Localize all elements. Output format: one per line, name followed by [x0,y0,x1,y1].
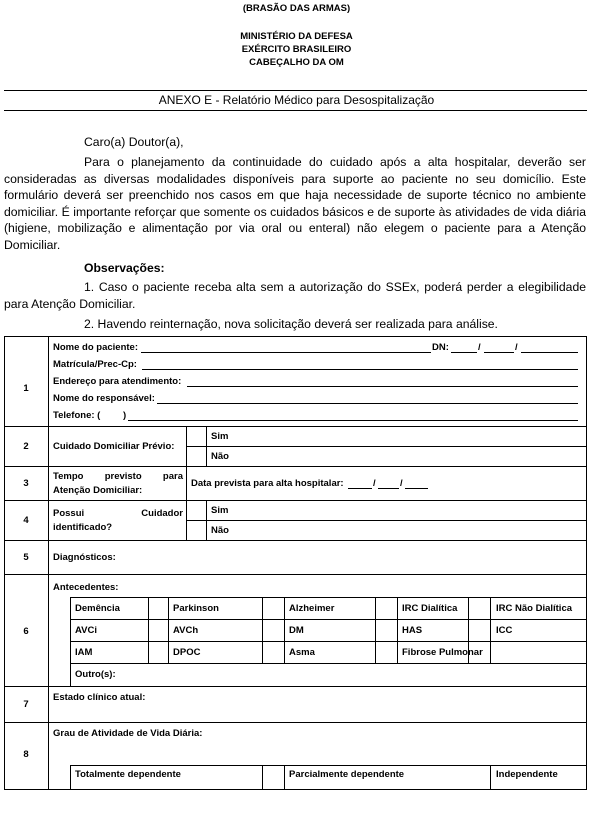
phone-area-close: ) [123,410,127,421]
caregiver-label-line2: identificado? [53,522,113,533]
birth-date-slash-1: / [478,342,481,353]
history-asthma[interactable]: Asma [289,647,315,658]
observation-2: 2. Havendo reinternação, nova solicitação deverá ser realizada para análise. [84,317,498,331]
prior-home-care-yes[interactable]: Sim [211,431,229,442]
expected-time-label-line1: Tempo previsto para [53,471,183,482]
history-irc-dialysis[interactable]: IRC Dialítica [402,603,458,614]
adl-partially-dependent[interactable]: Parcialmente dependente [289,769,405,780]
row-number-2: 2 [23,441,29,452]
clinical-status-label: Estado clínico atual: [53,692,146,703]
adl-totally-dependent[interactable]: Totalmente dependente [75,769,181,780]
observation-1: 1. Caso o paciente receba alta sem a autorização do SSEx, poderá perder a elegibilidade para Atenção Domiciliar. [4,280,586,311]
history-has[interactable]: HAS [402,625,423,636]
om-header: CABEÇALHO DA OM [249,57,344,68]
discharge-year-field[interactable] [405,488,428,489]
address-field[interactable] [187,386,578,387]
prior-home-care-no[interactable]: Não [211,451,229,462]
expected-time-label-line2: Atenção Domiciliar: [53,485,143,496]
history-avch[interactable]: AVCh [173,625,199,636]
intro-paragraph: Para o planejamento da continuidade do cuidado após a alta hospitalar, deverão ser consideradas as diversas modalidades disponíveis para suporte ao paciente no seu domicílio. Este formulário deverá ser preenchido nos casos em que haja necessidade de suporte técnico no ambiente domiciliar. É importante reforçar que somente os cuidados básicos e de suporte às atividades de vida diária (higiene, mobilização e alimentação por via oral ou enteral) não elegem o paciente para a Atenção Domiciliar. [4,155,586,252]
history-avci[interactable]: AVCi [75,625,97,636]
row-number-1: 1 [23,383,29,394]
history-pulmonary-fibrosis[interactable]: Fibrose Pulmonar [402,647,483,658]
registration-label: Matrícula/Prec-Cp: [53,359,137,370]
discharge-day-field[interactable] [348,488,372,489]
discharge-date-label: Data prevista para alta hospitalar: [191,478,344,489]
diagnoses-label: Diagnósticos: [53,552,116,563]
history-label: Antecedentes: [53,582,119,593]
birth-date-slash-2: / [515,342,518,353]
discharge-slash-1: / [373,478,376,489]
history-dementia[interactable]: Demência [75,603,120,614]
row-number-3: 3 [23,478,29,489]
history-alzheimer[interactable]: Alzheimer [289,603,335,614]
birth-date-label: DN: [432,342,449,353]
guardian-label: Nome do responsável: [53,393,155,404]
birth-month-field[interactable] [484,352,514,353]
birth-day-field[interactable] [451,352,477,353]
phone-label: Telefone: ( [53,410,101,421]
history-others-label: Outro(s): [75,669,116,680]
row-number-5: 5 [23,552,29,563]
patient-name-label: Nome do paciente: [53,342,138,353]
row-number-8: 8 [23,749,29,760]
adl-degree-label: Grau de Atividade de Vida Diária: [53,728,203,739]
history-irc-non-dialysis[interactable]: IRC Não Dialítica [496,603,573,614]
history-dpoc[interactable]: DPOC [173,647,201,658]
patient-name-field[interactable] [141,352,431,353]
registration-field[interactable] [142,369,578,370]
history-icc[interactable]: ICC [496,625,513,636]
row-number-7: 7 [23,699,29,710]
birth-year-field[interactable] [521,352,578,353]
ministry-name: MINISTÉRIO DA DEFESA [240,31,353,42]
phone-field[interactable] [128,420,578,421]
row-number-6: 6 [23,626,29,637]
history-iam[interactable]: IAM [75,647,93,658]
adl-independent[interactable]: Independente [496,769,558,780]
army-name: EXÉRCITO BRASILEIRO [241,44,352,55]
history-dm[interactable]: DM [289,625,304,636]
guardian-field[interactable] [157,403,578,404]
history-parkinson[interactable]: Parkinson [173,603,219,614]
row-number-4: 4 [23,515,29,526]
discharge-month-field[interactable] [378,488,399,489]
salutation: Caro(a) Doutor(a), [84,135,184,149]
observations-title: Observações: [84,261,165,275]
discharge-slash-2: / [400,478,403,489]
caregiver-no[interactable]: Não [211,525,229,536]
caregiver-label-line1: Possui Cuidador [53,508,183,519]
prior-home-care-label: Cuidado Domiciliar Prévio: [53,441,175,452]
coat-of-arms-placeholder: (BRASÃO DAS ARMAS) [242,3,351,14]
address-label: Endereço para atendimento: [53,376,182,387]
caregiver-yes[interactable]: Sim [211,505,229,516]
document-title: ANEXO E - Relatório Médico para Desospitalização [158,93,435,107]
